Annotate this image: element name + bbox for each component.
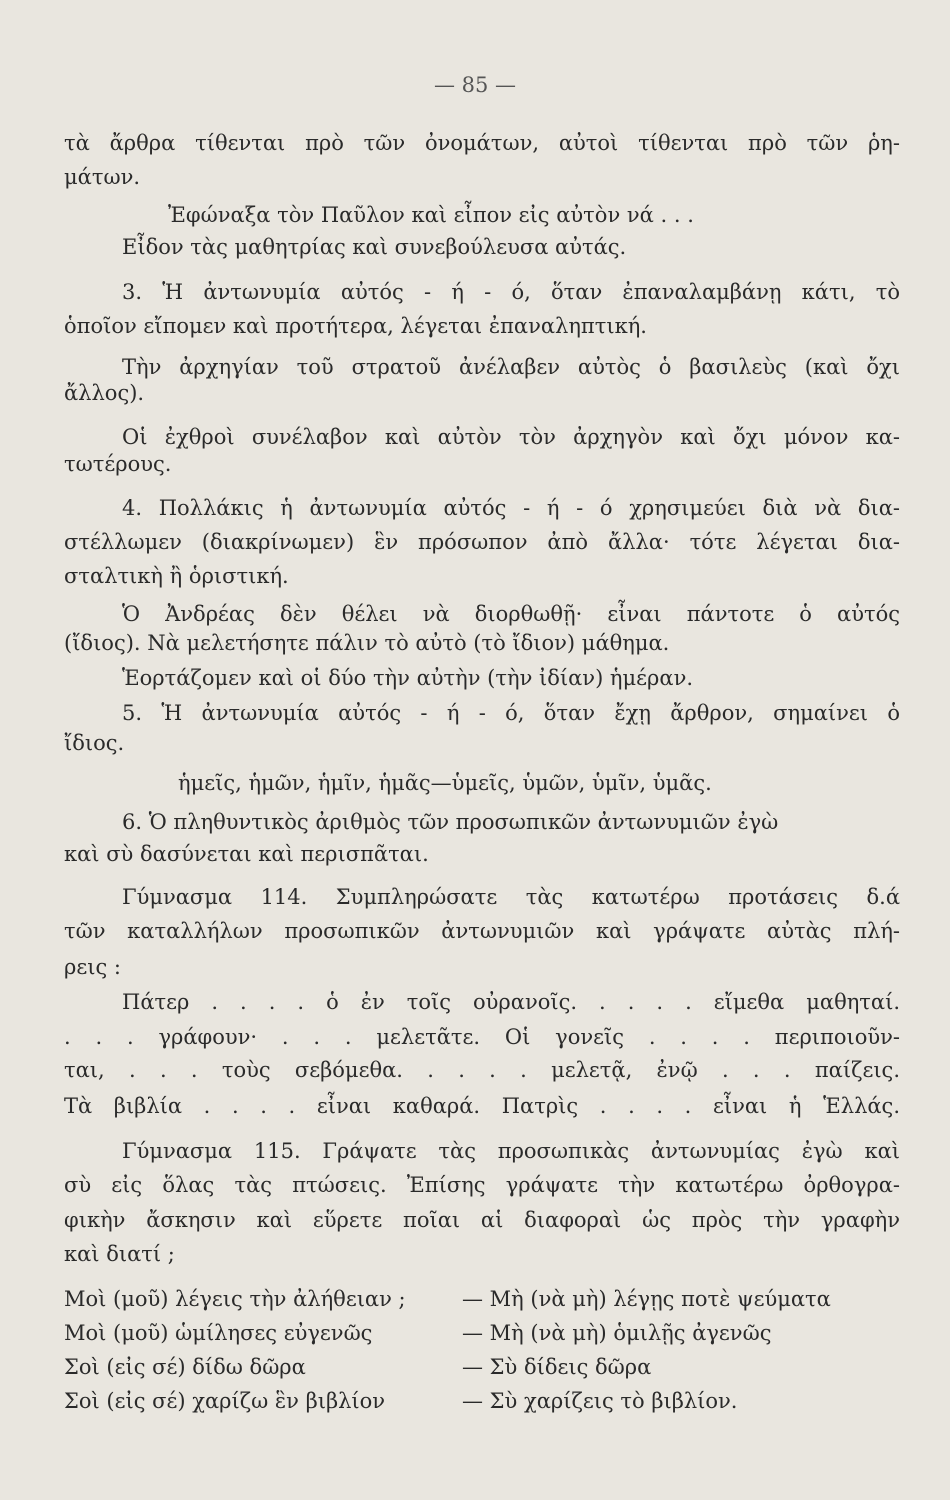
pair-right: — Σὺ δίδεις δῶρα [462, 1355, 652, 1379]
text-line: τῶν καταλλήλων προσωπικῶν ἀντωνυμιῶν καὶ γράψατε αὐτὰς πλή- [64, 919, 900, 943]
text-line: ται, . . . τοὺς σεβόμεθα. . . . . μελετᾷ, ἐνῷ . . . παίζεις. [64, 1058, 900, 1082]
page-number: — 85 — [433, 73, 517, 97]
text-line: Οἱ ἐχθροὶ συνέλαβον καὶ αὐτὸν τὸν ἀρχηγὸν καὶ ὄχι μόνον κα- [122, 425, 900, 449]
text-line: Ἐφώναξα τὸν Παῦλον καὶ εἶπον εἰς αὐτὸν νά . . . [168, 203, 694, 227]
pair-left: Μοὶ (μοῦ) ὡμίλησες εὐγενῶς [64, 1321, 373, 1345]
text-line: Ἑορτάζομεν καὶ οἱ δύο τὴν αὐτὴν (τὴν ἰδίαν) ἡμέραν. [122, 666, 694, 690]
pair-left: Μοὶ (μοῦ) λέγεις τὴν ἀλήθειαν ; [64, 1287, 406, 1311]
text-line: ρεις : [64, 955, 121, 979]
text-line: Γύμνασμα 114. Συμπληρώσατε τὰς κατωτέρω προτάσεις δ.ά [122, 885, 900, 909]
text-line: σταλτικὴ ἢ ὁριστική. [64, 564, 289, 588]
text-line: . . . γράφουν· . . . μελετᾶτε. Οἱ γονεῖς . . . . περιποιοῦν- [64, 1025, 900, 1049]
text-line: 6. Ὁ πληθυντικὸς ἀριθμὸς τῶν προσωπικῶν ἀντωνυμιῶν ἐγὼ [122, 810, 779, 834]
text-line: Ὁ Ἀνδρέας δὲν θέλει νὰ διορθωθῇ· εἶναι πάντοτε ὁ αὐτός [122, 602, 900, 626]
pair-left: Σοὶ (εἰς σέ) χαρίζω ἓν βιβλίον [64, 1389, 386, 1413]
text-line: Γύμνασμα 115. Γράψατε τὰς προσωπικὰς ἀντωνυμίας ἐγὼ καὶ [122, 1139, 900, 1163]
text-line: Τὰ βιβλία . . . . εἶναι καθαρά. Πατρὶς . . . . εἶναι ἡ Ἑλλάς. [64, 1094, 900, 1118]
text-line: (ἴδιος). Νὰ μελετήσητε πάλιν τὸ αὐτὸ (τὸ ἴδιον) μάθημα. [64, 631, 670, 655]
pair-right: — Σὺ χαρίζεις τὸ βιβλίον. [462, 1389, 738, 1413]
text-line: σὺ εἰς ὅλας τὰς πτώσεις. Ἐπίσης γράψατε τὴν κατωτέρω ὀρθογρα- [64, 1173, 900, 1197]
text-line: καὶ διατί ; [64, 1242, 175, 1266]
text-line: Εἶδον τὰς μαθητρίας καὶ συνεβούλευσα αὐτάς. [122, 235, 627, 259]
text-line: Τὴν ἀρχηγίαν τοῦ στρατοῦ ἀνέλαβεν αὐτὸς ὁ βασιλεὺς (καὶ ὄχι [122, 355, 900, 379]
text-line: 3. Ἡ ἀντωνυμία αὐτός - ή - ό, ὅταν ἐπαναλαμβάνῃ κάτι, τὸ [122, 280, 900, 304]
text-line: ὁποῖον εἴπομεν καὶ προτήτερα, λέγεται ἐπαναληπτική. [64, 314, 647, 338]
text-line: 5. Ἡ ἀντωνυμία αὐτός - ή - ό, ὅταν ἔχῃ ἄρθρον, σημαίνει ὁ [122, 701, 900, 725]
text-line: ἡμεῖς, ἡμῶν, ἡμῖν, ἡμᾶς—ὑμεῖς, ὑμῶν, ὑμῖν, ὑμᾶς. [178, 771, 712, 795]
text-line: μάτων. [64, 165, 141, 189]
text-line: καὶ σὺ δασύνεται καὶ περισπᾶται. [64, 842, 429, 866]
text-line: τωτέρους. [64, 452, 172, 476]
text-line: ἄλλος). [64, 381, 145, 405]
text-line: Πάτερ . . . . ὁ ἐν τοῖς οὐρανοῖς. . . . . εἴμεθα μαθηταί. [122, 990, 900, 1014]
pair-left: Σοὶ (εἰς σέ) δίδω δῶρα [64, 1355, 306, 1379]
text-line: 4. Πολλάκις ἡ ἀντωνυμία αὐτός - ή - ό χρησιμεύει διὰ νὰ δια- [122, 496, 900, 520]
pair-right: — Μὴ (νὰ μὴ) λέγῃς ποτὲ ψεύματα [462, 1287, 831, 1311]
text-line: τὰ ἄρθρα τίθενται πρὸ τῶν ὀνομάτων, αὐτοὶ τίθενται πρὸ τῶν ῥη- [64, 131, 900, 155]
pair-right: — Μὴ (νὰ μὴ) ὁμιλῇς ἀγενῶς [462, 1321, 772, 1345]
text-line: ἴδιος. [64, 731, 125, 755]
text-line: στέλλωμεν (διακρίνωμεν) ἓν πρόσωπον ἀπὸ ἄλλα· τότε λέγεται δια- [64, 530, 900, 554]
text-line: φικὴν ἄσκησιν καὶ εὕρετε ποῖαι αἱ διαφοραὶ ὡς πρὸς τὴν γραφὴν [64, 1208, 900, 1232]
